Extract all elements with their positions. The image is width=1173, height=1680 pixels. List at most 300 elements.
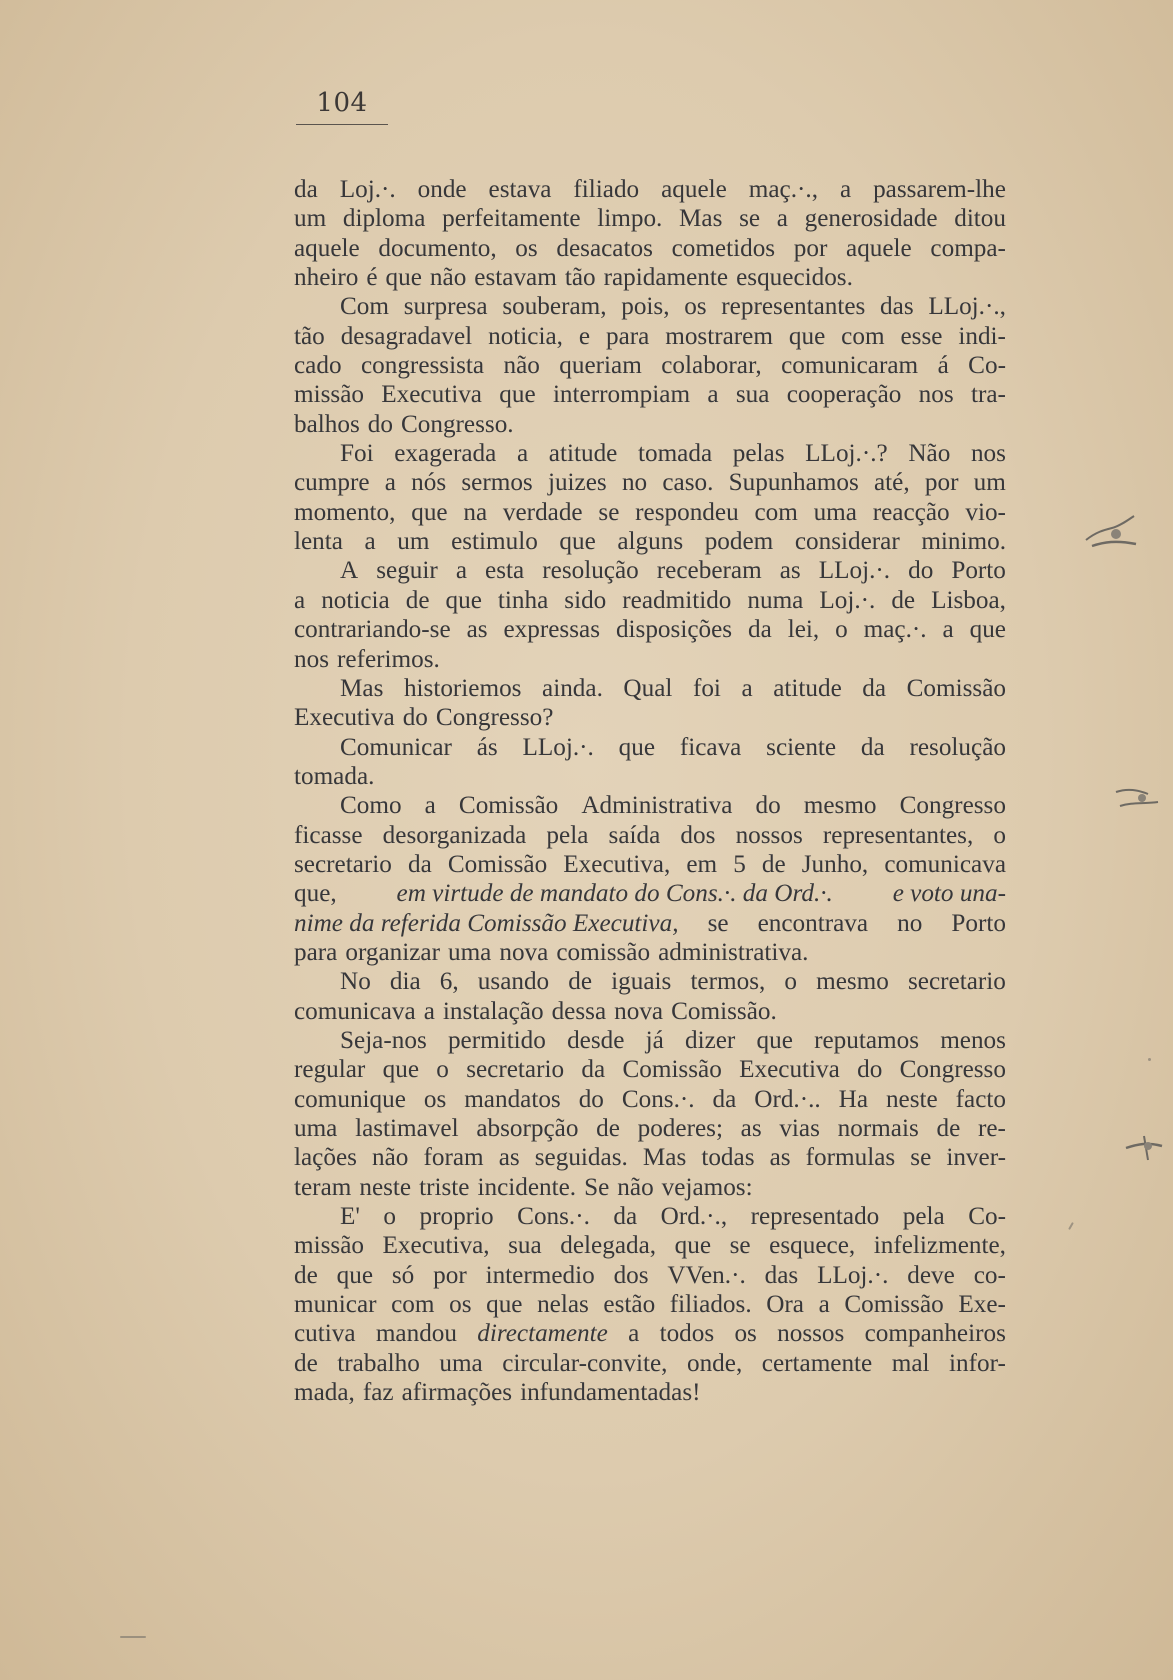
word: maç.·., bbox=[748, 176, 818, 203]
word: teram bbox=[294, 1173, 352, 1201]
word: foram bbox=[423, 1144, 484, 1172]
word: seguidas. bbox=[534, 1144, 628, 1172]
word: pelas bbox=[732, 440, 785, 468]
word: respondeu bbox=[635, 498, 739, 526]
word: noticia bbox=[321, 586, 390, 614]
word: infelizmente, bbox=[873, 1232, 1006, 1260]
word: filiados. bbox=[669, 1291, 752, 1319]
word: cumpre bbox=[294, 469, 370, 497]
word: instalação bbox=[442, 997, 544, 1025]
word: das bbox=[880, 293, 914, 321]
word: de bbox=[294, 1261, 318, 1289]
word: Comissão bbox=[447, 850, 548, 878]
word: cooperação bbox=[786, 381, 902, 409]
word: que bbox=[336, 1261, 374, 1289]
word: deve bbox=[907, 1261, 955, 1289]
word: desde bbox=[567, 1026, 625, 1054]
word: infundamentadas! bbox=[520, 1379, 701, 1407]
word: comunicava bbox=[294, 997, 416, 1025]
word: do bbox=[908, 557, 934, 585]
word: Comissão bbox=[622, 1056, 722, 1084]
word: referimos. bbox=[337, 645, 440, 673]
word: atitude bbox=[773, 674, 842, 702]
word: nheiro bbox=[294, 264, 359, 292]
word: resolução bbox=[909, 733, 1006, 761]
word: ficava bbox=[679, 733, 742, 761]
word: de bbox=[891, 586, 916, 614]
word: perfeitamente bbox=[442, 205, 581, 233]
word: esta bbox=[485, 557, 525, 585]
word: estimulo bbox=[451, 528, 538, 556]
word: filiado bbox=[573, 176, 640, 203]
marginal-mark-1 bbox=[1082, 510, 1142, 556]
text-line bbox=[294, 967, 1006, 996]
word: reacção bbox=[872, 498, 950, 526]
body-text bbox=[294, 175, 1006, 1407]
word: um bbox=[294, 205, 327, 233]
word: uma bbox=[439, 1349, 483, 1377]
word: da bbox=[581, 1056, 606, 1084]
word: a bbox=[424, 792, 436, 820]
word: usando bbox=[477, 968, 550, 996]
word: do bbox=[367, 410, 393, 438]
word: Executiva bbox=[294, 704, 395, 732]
word: juizes bbox=[547, 469, 607, 497]
word: representantes, bbox=[822, 821, 974, 849]
marginal-mark-2 bbox=[1112, 780, 1172, 826]
word: da bbox=[712, 1085, 737, 1113]
word: 6, bbox=[439, 968, 459, 996]
word: que bbox=[411, 498, 448, 526]
page-number-rule bbox=[296, 124, 388, 125]
word: da bbox=[862, 674, 887, 702]
word: uma bbox=[447, 938, 492, 966]
word: indi- bbox=[958, 322, 1006, 350]
word: seguir bbox=[376, 557, 438, 585]
word: Comissão bbox=[844, 1291, 944, 1319]
word: nossos bbox=[735, 821, 803, 849]
word: organizar bbox=[345, 938, 440, 966]
word: absorpção bbox=[476, 1115, 579, 1142]
word: Porto bbox=[951, 557, 1006, 585]
word: Comissão. bbox=[671, 997, 777, 1025]
word: foi bbox=[692, 674, 721, 702]
word: reputamos bbox=[814, 1026, 919, 1054]
word: normais bbox=[837, 1115, 919, 1142]
word: podem bbox=[704, 528, 774, 556]
word: sermos bbox=[461, 469, 533, 497]
text-line bbox=[294, 527, 1006, 556]
word: cado bbox=[294, 352, 342, 380]
word: com bbox=[754, 498, 798, 526]
word: a bbox=[818, 1291, 830, 1319]
word: os bbox=[423, 1085, 447, 1113]
word: pela bbox=[546, 821, 589, 849]
word: Loj.·. bbox=[339, 176, 396, 203]
word: intermedio bbox=[485, 1261, 595, 1289]
word: estão bbox=[603, 1291, 656, 1319]
word: noticia, bbox=[488, 322, 563, 350]
text-line bbox=[294, 175, 1006, 204]
word: Cons.·. bbox=[621, 1085, 695, 1113]
word: queriam bbox=[559, 352, 642, 380]
text-line bbox=[294, 468, 1006, 497]
word: Como bbox=[340, 792, 402, 820]
text-line bbox=[294, 263, 1006, 292]
text-line bbox=[294, 1055, 1006, 1084]
word: Porto bbox=[951, 909, 1006, 937]
word: trabalho bbox=[337, 1349, 420, 1377]
word: tinha bbox=[497, 586, 549, 614]
word: cometidos bbox=[671, 234, 776, 262]
word: por bbox=[793, 234, 828, 262]
word: desorganizada bbox=[382, 821, 527, 849]
word: compa- bbox=[930, 234, 1006, 262]
text-line bbox=[294, 1319, 1006, 1348]
word: do bbox=[402, 704, 428, 732]
word: se bbox=[739, 205, 761, 233]
word: a bbox=[384, 469, 396, 497]
text-line bbox=[294, 204, 1006, 233]
word: a bbox=[364, 528, 376, 556]
word: do bbox=[857, 1056, 883, 1084]
word: no bbox=[897, 909, 923, 937]
word: o bbox=[436, 1056, 449, 1084]
word: poderes; bbox=[637, 1115, 723, 1142]
word: se bbox=[598, 498, 620, 526]
word: já bbox=[645, 1026, 664, 1054]
word: aquele bbox=[294, 234, 360, 262]
word: nelas bbox=[537, 1291, 589, 1319]
word: LLoj.·. bbox=[522, 733, 594, 761]
text-line bbox=[294, 1261, 1006, 1290]
word: rapidamente bbox=[603, 264, 729, 292]
word: tão bbox=[294, 322, 325, 350]
word: que bbox=[618, 733, 656, 761]
word: minimo. bbox=[921, 528, 1006, 556]
word: se bbox=[707, 909, 729, 937]
word: No bbox=[340, 968, 371, 996]
text-line bbox=[294, 762, 1006, 791]
text-line bbox=[294, 380, 1006, 409]
word: 5 bbox=[733, 850, 746, 878]
word: vias bbox=[779, 1115, 820, 1142]
word: em bbox=[686, 850, 718, 878]
word: atitude bbox=[548, 440, 618, 468]
word: colaborar, bbox=[661, 352, 762, 380]
word: re- bbox=[977, 1115, 1006, 1142]
word: Qual bbox=[623, 674, 673, 702]
word: contrariando-se bbox=[294, 616, 451, 644]
text-line bbox=[294, 1349, 1006, 1378]
word: estava bbox=[488, 176, 552, 203]
word: da bbox=[748, 616, 772, 644]
text-line bbox=[294, 1378, 1006, 1407]
text-line bbox=[294, 556, 1006, 585]
word: proprio bbox=[419, 1203, 494, 1231]
word: mesmo bbox=[816, 968, 889, 996]
word: municar bbox=[294, 1291, 377, 1319]
word: missão bbox=[294, 381, 364, 409]
word: vio- bbox=[965, 498, 1006, 526]
word: circular-convite, bbox=[502, 1349, 668, 1377]
scan-speck bbox=[1148, 1058, 1151, 1061]
word: por bbox=[924, 469, 959, 497]
word: que bbox=[788, 322, 826, 350]
word: esquecidos. bbox=[736, 264, 853, 292]
word: de bbox=[761, 850, 786, 878]
word: para bbox=[605, 322, 650, 350]
word: os bbox=[684, 293, 707, 321]
word: Se bbox=[584, 1173, 610, 1201]
word: na bbox=[463, 498, 488, 526]
word: numa bbox=[747, 586, 804, 614]
word: neste bbox=[359, 1173, 412, 1201]
word: do bbox=[578, 1085, 604, 1113]
word: surpresa bbox=[403, 293, 488, 321]
word: comunique bbox=[294, 1085, 406, 1113]
word: encontrava bbox=[757, 909, 869, 937]
text-line bbox=[294, 1202, 1006, 1231]
word: lenta bbox=[294, 528, 343, 556]
text-line bbox=[294, 674, 1006, 703]
word: Não bbox=[908, 440, 951, 468]
word: infor- bbox=[949, 1349, 1006, 1377]
word: congressista bbox=[360, 352, 485, 380]
word: missão bbox=[294, 1232, 364, 1260]
word: de bbox=[405, 586, 430, 614]
word: o bbox=[993, 821, 1006, 849]
word: só bbox=[391, 1261, 415, 1289]
word: Mas bbox=[642, 1144, 687, 1172]
word: das bbox=[764, 1261, 799, 1289]
word: nossos bbox=[777, 1320, 845, 1348]
text-line bbox=[294, 410, 1006, 439]
word: comissão bbox=[556, 938, 651, 966]
word: ficasse bbox=[294, 821, 363, 849]
word: Administrativa bbox=[581, 792, 733, 820]
word: as bbox=[498, 1144, 520, 1172]
word: da bbox=[613, 1203, 638, 1231]
word: mandou bbox=[375, 1320, 457, 1348]
word: que bbox=[969, 616, 1006, 644]
word: não bbox=[429, 264, 467, 292]
word: a bbox=[776, 205, 788, 233]
word: sua bbox=[735, 381, 770, 409]
word: ditou bbox=[954, 205, 1006, 233]
word: a bbox=[741, 674, 753, 702]
word: considerar bbox=[794, 528, 900, 556]
word: Junho, bbox=[801, 850, 869, 878]
text-line bbox=[294, 1026, 1006, 1055]
word: limpo. bbox=[597, 205, 663, 233]
word: nova bbox=[614, 997, 664, 1025]
word: expressas bbox=[503, 616, 601, 644]
text-line bbox=[294, 615, 1006, 644]
word: neste bbox=[885, 1085, 938, 1113]
word: a bbox=[423, 997, 435, 1025]
word: a bbox=[455, 557, 468, 585]
word: a bbox=[516, 440, 529, 468]
word: tomada. bbox=[294, 762, 375, 790]
word: Congresso bbox=[899, 792, 1006, 820]
text-line bbox=[294, 292, 1006, 321]
word: a bbox=[628, 1320, 640, 1348]
word: Congresso. bbox=[400, 410, 514, 438]
word: tão bbox=[564, 264, 596, 292]
word: sua bbox=[508, 1232, 542, 1260]
word: mal bbox=[891, 1349, 930, 1377]
text-line bbox=[294, 498, 1006, 527]
marginal-mark-3 bbox=[1122, 1126, 1173, 1172]
word: Co- bbox=[968, 352, 1006, 380]
word: as bbox=[779, 557, 801, 585]
word: mandatos bbox=[464, 1085, 561, 1113]
word: sido bbox=[564, 586, 607, 614]
word: com bbox=[391, 1291, 435, 1319]
word: desacatos bbox=[556, 234, 653, 262]
word: pois, bbox=[621, 293, 670, 321]
word: permitido bbox=[447, 1026, 546, 1054]
word: á bbox=[937, 352, 949, 380]
word: em virtude de mandato do Cons.·. da Ord.·. bbox=[396, 880, 833, 908]
word: secretario bbox=[466, 1056, 565, 1084]
word: da bbox=[294, 176, 318, 203]
word: aquele bbox=[846, 234, 912, 262]
word: dizer bbox=[684, 1026, 736, 1054]
text-line bbox=[294, 586, 1006, 615]
word: E' bbox=[340, 1203, 360, 1231]
word: Executiva bbox=[381, 381, 482, 409]
word: documento, bbox=[378, 234, 497, 262]
word: nós bbox=[411, 469, 447, 497]
word: incidente. bbox=[477, 1173, 577, 1201]
word: LLoj.·.? bbox=[805, 440, 888, 468]
word: que, bbox=[294, 880, 337, 908]
word: lei, bbox=[787, 616, 820, 644]
word: tra- bbox=[970, 381, 1006, 409]
word: iguais bbox=[611, 968, 672, 996]
word: para bbox=[294, 938, 338, 966]
word: representado bbox=[750, 1203, 880, 1231]
word: que bbox=[559, 528, 596, 556]
word: os bbox=[449, 1291, 472, 1319]
word: que bbox=[385, 264, 422, 292]
word: com bbox=[841, 322, 885, 350]
word: esse bbox=[900, 322, 943, 350]
word: Cons.·. bbox=[517, 1203, 590, 1231]
word: secretario bbox=[294, 850, 392, 878]
word: que bbox=[674, 1232, 712, 1260]
word: mada, bbox=[294, 1379, 355, 1407]
word: aquele bbox=[661, 176, 727, 203]
word: que bbox=[382, 1056, 419, 1084]
word: triste bbox=[419, 1173, 470, 1201]
word: uma bbox=[294, 1115, 338, 1142]
word: Ord.·.. bbox=[754, 1085, 821, 1113]
word: caso. bbox=[662, 469, 714, 497]
word: Comissão bbox=[458, 792, 559, 820]
word: passarem-lhe bbox=[873, 176, 1006, 203]
word: directamente bbox=[477, 1320, 608, 1348]
word: exagerada bbox=[394, 440, 497, 468]
text-line bbox=[294, 1231, 1006, 1260]
text-line bbox=[294, 1143, 1006, 1172]
word: ás bbox=[476, 733, 498, 761]
text-line bbox=[294, 439, 1006, 468]
text-line bbox=[294, 1173, 1006, 1202]
word: A bbox=[340, 557, 359, 585]
word: comunicava bbox=[884, 850, 1006, 878]
word: companheiros bbox=[864, 1320, 1006, 1348]
word: diploma bbox=[342, 205, 426, 233]
word: lações bbox=[294, 1144, 357, 1172]
word: menos bbox=[940, 1026, 1006, 1054]
word: LLoj.·., bbox=[928, 293, 1006, 321]
word: Mas bbox=[679, 205, 723, 233]
word: balhos bbox=[294, 410, 360, 438]
word: que bbox=[445, 586, 482, 614]
word: uma bbox=[813, 498, 857, 526]
word: da bbox=[860, 733, 885, 761]
word: não bbox=[372, 1144, 409, 1172]
word: os bbox=[734, 1320, 757, 1348]
word: tomada bbox=[637, 440, 713, 468]
word: Exe- bbox=[958, 1291, 1006, 1319]
word: LLoj.·. bbox=[817, 1261, 889, 1289]
word: a bbox=[294, 586, 306, 614]
word: desagradavel bbox=[340, 322, 473, 350]
word: representantes bbox=[721, 293, 866, 321]
word: até, bbox=[874, 469, 910, 497]
text-line bbox=[294, 850, 1006, 879]
word: o bbox=[784, 968, 797, 996]
word: maç.·. bbox=[863, 616, 927, 644]
word: faz bbox=[362, 1379, 394, 1407]
word: não bbox=[617, 1173, 654, 1201]
word: de bbox=[936, 1115, 961, 1142]
word: Seja-nos bbox=[340, 1026, 427, 1054]
word: termos, bbox=[690, 968, 766, 996]
word: dos bbox=[680, 821, 716, 849]
word: Lisboa, bbox=[931, 586, 1006, 614]
word: sciente bbox=[766, 733, 837, 761]
word: de bbox=[568, 968, 593, 996]
word: nime da referida Comissão Executiva, bbox=[294, 909, 679, 937]
word: estavam bbox=[474, 264, 557, 292]
word: esquece, bbox=[769, 1232, 856, 1260]
word: e voto una- bbox=[892, 880, 1006, 908]
word: nova bbox=[499, 938, 549, 966]
word: que bbox=[756, 1026, 793, 1054]
word: Ora bbox=[766, 1291, 804, 1319]
word: ainda. bbox=[542, 674, 603, 702]
word: as bbox=[466, 616, 488, 644]
word: comunicaram bbox=[781, 352, 919, 380]
word: de bbox=[294, 1349, 318, 1377]
text-line bbox=[294, 997, 1006, 1026]
word: Ha bbox=[838, 1085, 869, 1113]
text-line bbox=[294, 909, 1006, 938]
word: do bbox=[755, 792, 781, 820]
word: não bbox=[503, 352, 540, 380]
word: vejamos: bbox=[661, 1173, 753, 1201]
word: saída bbox=[608, 821, 661, 849]
word: historiemos bbox=[403, 674, 522, 702]
text-line bbox=[294, 821, 1006, 850]
word: cutiva bbox=[294, 1320, 356, 1348]
word: Congresso? bbox=[435, 704, 554, 732]
